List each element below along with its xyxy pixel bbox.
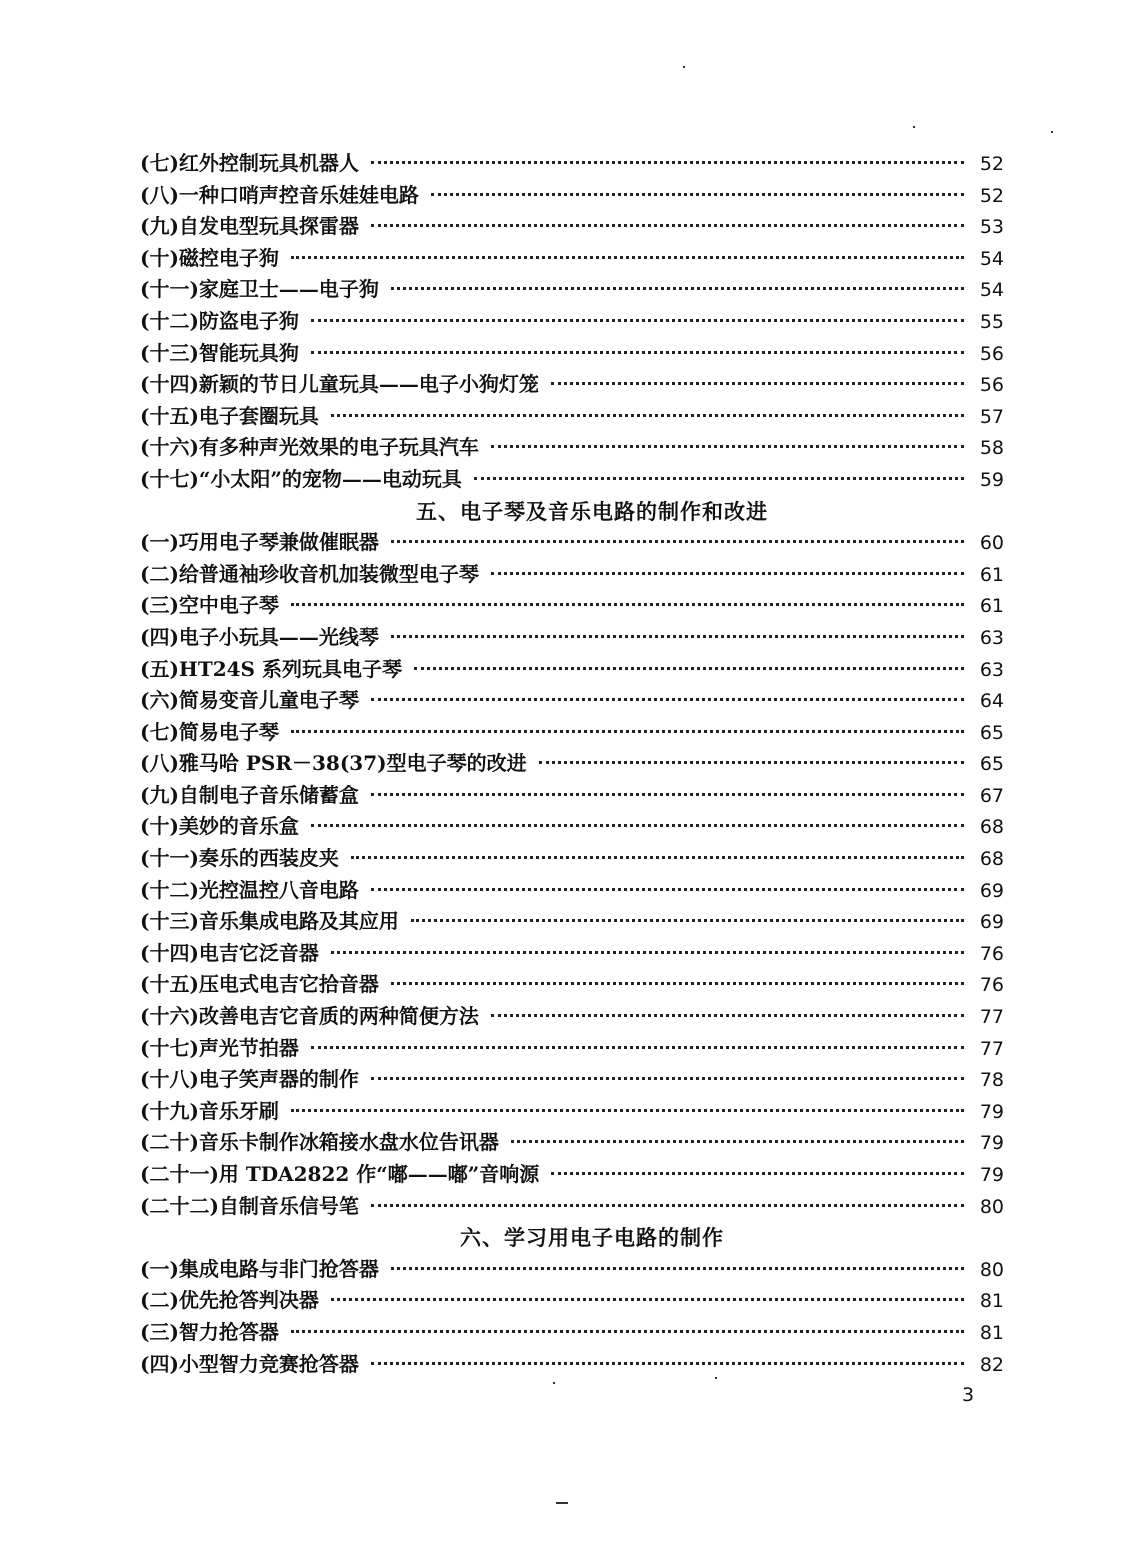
dot-leader <box>491 572 964 575</box>
toc-entry <box>140 1064 1004 1096</box>
toc-entry-page: 65 <box>979 721 1004 744</box>
toc-entry-title: (十七)“小太阳”的宠物——电动玩具 <box>140 466 462 491</box>
toc-entry-page: 81 <box>979 1321 1004 1344</box>
toc-entry-page: 64 <box>979 690 1004 713</box>
dot-leader <box>371 224 964 227</box>
section-heading: 六、学习用电子电路的制作 <box>460 1225 724 1251</box>
toc-entry-page: 77 <box>979 1006 1004 1029</box>
scan-speck <box>1051 131 1053 133</box>
dot-leader <box>291 1330 964 1333</box>
toc-entry <box>140 338 1004 370</box>
section-heading: 五、电子琴及音乐电路的制作和改进 <box>416 498 768 524</box>
toc-entry <box>140 685 1004 717</box>
toc-entry-title: (八)一种口哨声控音乐娃娃电路 <box>140 182 419 207</box>
toc-entry-title: (九)自发电型玩具探雷器 <box>140 214 359 239</box>
toc-entry-title: (十三)智能玩具狗 <box>140 340 299 365</box>
toc-entry <box>140 1254 1004 1286</box>
scan-speck <box>556 1502 568 1504</box>
page-number: 3 <box>962 1384 975 1406</box>
toc-entry-title: (四)电子小玩具——光线琴 <box>140 624 379 649</box>
toc-entry-page: 76 <box>979 974 1004 997</box>
dot-leader <box>311 824 964 827</box>
dot-leader <box>391 287 964 290</box>
toc-entry-page: 68 <box>979 848 1004 871</box>
toc-entry <box>140 243 1004 275</box>
dot-leader <box>311 319 964 322</box>
toc-entry-title: (十九)音乐牙刷 <box>140 1098 279 1123</box>
toc-entry <box>140 559 1004 591</box>
toc-entry-page: 80 <box>979 1258 1004 1281</box>
dot-leader <box>539 761 964 764</box>
toc-entry-page: 56 <box>979 374 1004 397</box>
toc-entry-page: 79 <box>979 1100 1004 1123</box>
toc-entry-title: (十一)家庭卫士——电子狗 <box>140 277 379 302</box>
dot-leader <box>331 951 964 954</box>
toc-entry-title: (二)优先抢答判决器 <box>140 1288 319 1313</box>
toc-entry-title: (十六)有多种声光效果的电子玩具汽车 <box>140 435 479 460</box>
toc-entry <box>140 938 1004 970</box>
toc-entry-page: 80 <box>979 1195 1004 1218</box>
toc-entry-page: 69 <box>979 879 1004 902</box>
toc-entry <box>140 1096 1004 1128</box>
toc-entry-page: 67 <box>979 784 1004 807</box>
dot-leader <box>511 1140 964 1143</box>
dot-leader <box>291 730 964 733</box>
dot-leader <box>491 1014 964 1017</box>
dot-leader <box>331 1298 964 1301</box>
toc-entry-title: (二)给普通袖珍收音机加装微型电子琴 <box>140 561 479 586</box>
toc-entry <box>140 306 1004 338</box>
toc-entry <box>140 148 1004 180</box>
toc-entry-page: 82 <box>979 1353 1004 1376</box>
toc-entry <box>140 1001 1004 1033</box>
toc-entry <box>140 1349 1004 1381</box>
toc-entry-title: (六)简易变音儿童电子琴 <box>140 688 359 713</box>
toc-entry <box>140 527 1004 559</box>
toc-entry <box>140 1159 1004 1191</box>
dot-leader <box>291 256 964 259</box>
toc-entry <box>140 1317 1004 1349</box>
toc-entry <box>140 432 1004 464</box>
dot-leader <box>474 477 964 480</box>
dot-leader <box>291 1109 964 1112</box>
toc-entry <box>140 969 1004 1001</box>
toc-entry-page: 54 <box>979 247 1004 270</box>
toc-entry <box>140 369 1004 401</box>
toc-entry-title: (十四)电吉它泛音器 <box>140 940 319 965</box>
toc-entry-title: (三)智力抢答器 <box>140 1319 279 1344</box>
scan-speck <box>683 66 685 68</box>
toc-entry <box>140 780 1004 812</box>
toc-entry-page: 59 <box>979 468 1004 491</box>
toc-entry-title: (十六)改善电吉它音质的两种简便方法 <box>140 1004 479 1029</box>
toc-entry-page: 55 <box>979 310 1004 333</box>
dot-leader <box>371 888 964 891</box>
toc-entry-page: 78 <box>979 1069 1004 1092</box>
dot-leader <box>311 1046 964 1049</box>
toc-entry <box>140 622 1004 654</box>
dot-leader <box>311 351 964 354</box>
scan-speck <box>553 1382 555 1384</box>
toc-entry <box>140 180 1004 212</box>
table-of-contents <box>140 148 1004 1380</box>
toc-entry-page: 76 <box>979 942 1004 965</box>
dot-leader <box>371 698 964 701</box>
toc-entry-title: (十二)光控温控八音电路 <box>140 877 359 902</box>
toc-entry-page: 81 <box>979 1290 1004 1313</box>
toc-entry-title: (十)美妙的音乐盒 <box>140 814 299 839</box>
dot-leader <box>371 1077 964 1080</box>
toc-entry-title: (十五)电子套圈玩具 <box>140 403 319 428</box>
toc-entry-page: 58 <box>979 437 1004 460</box>
toc-entry-title: (九)自制电子音乐储蓄盒 <box>140 782 359 807</box>
toc-entry <box>140 811 1004 843</box>
dot-leader <box>391 540 964 543</box>
toc-entry-title: (十一)奏乐的西装皮夹 <box>140 846 339 871</box>
scan-speck <box>715 1377 717 1379</box>
toc-entry-page: 52 <box>979 184 1004 207</box>
toc-entry-title: (三)空中电子琴 <box>140 593 279 618</box>
toc-entry-title: (十三)音乐集成电路及其应用 <box>140 909 399 934</box>
toc-entry <box>140 211 1004 243</box>
toc-entry-page: 79 <box>979 1132 1004 1155</box>
dot-leader <box>291 603 964 606</box>
toc-entry-title: (十二)防盗电子狗 <box>140 308 299 333</box>
toc-entry-title: (十四)新颖的节日儿童玩具——电子小狗灯笼 <box>140 372 539 397</box>
toc-entry <box>140 1285 1004 1317</box>
dot-leader <box>551 382 964 385</box>
toc-entry-title: (十七)声光节拍器 <box>140 1035 299 1060</box>
dot-leader <box>431 193 964 196</box>
dot-leader <box>371 793 964 796</box>
toc-entry-title: (四)小型智力竞赛抢答器 <box>140 1351 359 1376</box>
toc-entry <box>140 748 1004 780</box>
dot-leader <box>551 1172 964 1175</box>
dot-leader <box>331 414 964 417</box>
toc-entry-page: 61 <box>979 563 1004 586</box>
dot-leader <box>391 1267 964 1270</box>
toc-entry-page: 79 <box>979 1164 1004 1186</box>
dot-leader <box>391 635 964 638</box>
dot-leader <box>411 919 964 922</box>
toc-entry-page: 56 <box>979 342 1004 365</box>
toc-entry-title: (一)巧用电子琴兼做催眠器 <box>140 530 379 555</box>
toc-entry-title: (五)HT24S 系列玩具电子琴 <box>140 656 402 681</box>
toc-entry <box>140 654 1004 686</box>
toc-entry-page: 61 <box>979 595 1004 618</box>
toc-entry-page: 54 <box>979 279 1004 302</box>
toc-entry-title: (七)简易电子琴 <box>140 719 279 744</box>
toc-entry-page: 77 <box>979 1037 1004 1060</box>
scan-speck <box>913 126 915 128</box>
toc-entry-page: 65 <box>979 753 1004 776</box>
toc-entry <box>140 401 1004 433</box>
toc-entry-page: 52 <box>979 153 1004 175</box>
dot-leader <box>351 856 964 859</box>
toc-entry-page: 63 <box>979 658 1004 681</box>
toc-entry <box>140 274 1004 306</box>
toc-entry <box>140 1033 1004 1065</box>
dot-leader <box>371 1362 964 1365</box>
dot-leader <box>371 161 964 164</box>
toc-entry-title: (二十一)用 TDA2822 作“嘟——嘟”音响源 <box>140 1162 540 1186</box>
toc-entry-title: (十八)电子笑声器的制作 <box>140 1067 359 1092</box>
toc-entry-page: 53 <box>979 216 1004 239</box>
toc-entry <box>140 717 1004 749</box>
toc-entry-title: (二十)音乐卡制作冰箱接水盘水位告讯器 <box>140 1130 499 1155</box>
dot-leader <box>391 982 964 985</box>
toc-entry <box>140 875 1004 907</box>
dot-leader <box>414 667 964 670</box>
toc-entry-title: (十五)压电式电吉它拾音器 <box>140 972 379 997</box>
toc-entry-title: (二十二)自制音乐信号笔 <box>140 1193 359 1218</box>
toc-entry <box>140 906 1004 938</box>
toc-entry-page: 69 <box>979 911 1004 934</box>
toc-entry-page: 57 <box>979 405 1004 428</box>
toc-entry-page: 60 <box>979 532 1004 555</box>
toc-entry <box>140 464 1004 496</box>
toc-entry-title: (十)磁控电子狗 <box>140 245 279 270</box>
toc-entry-title: (八)雅马哈 PSR－38(37)型电子琴的改进 <box>140 751 527 776</box>
toc-entry-page: 68 <box>979 816 1004 839</box>
toc-entry <box>140 1127 1004 1159</box>
toc-entry <box>140 843 1004 875</box>
dot-leader <box>371 1204 964 1207</box>
toc-entry-title: (一)集成电路与非门抢答器 <box>140 1256 379 1281</box>
toc-entry-page: 63 <box>979 626 1004 649</box>
toc-entry-title: (七)红外控制玩具机器人 <box>140 151 359 175</box>
toc-entry <box>140 1191 1004 1223</box>
toc-entry <box>140 590 1004 622</box>
dot-leader <box>491 445 964 448</box>
